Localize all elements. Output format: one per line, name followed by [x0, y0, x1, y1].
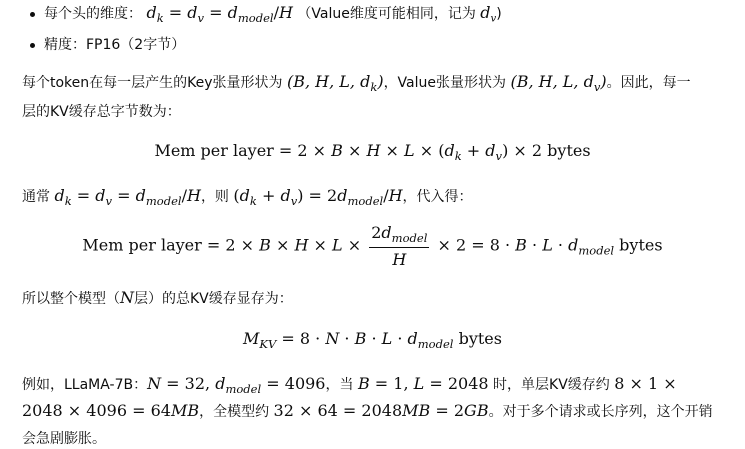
paragraph: 通常 $d_k = d_v = d_{model}/H$，则 $(d_k + d_v) = 2d_{model}/H$，代入得： [22, 186, 473, 209]
paragraph-continued: 2048 × 4096 = 64MB，全模型约 32 × 64 = 2048MB = 2GB。对于多个请求或长序列，这个开销 [22, 401, 713, 420]
paragraph-continued: 会急剧膨胀。 [22, 431, 106, 447]
equation: Mem per layer = $2 \times B \times H \times L \times (d_k + d_v) \times 2$ bytes [154, 141, 591, 164]
equation: Mem per layer = 2 × B × H × L × $\frac{2d_{model}}{H}$ × $2 = 8 \cdot B \cdot L \cdot d_{model}$ bytes [82, 223, 663, 270]
equation: $M_{KV} = 8 \cdot N \cdot B \cdot L \cdot d_{model}$ bytes [243, 329, 502, 352]
bullet-item: 每个头的维度： $d_k = d_v = d_{model}/H$ （Value维度可能相同，记为 $d_v$) [44, 3, 502, 26]
paragraph: 所以整个模型（N层）的总KV缓存显存为： [22, 288, 293, 307]
paragraph: 例如，LLaMA-7B：N = 32, $d_{model} = 4096$，当 B = 1, L = 2048 时，单层KV缓存约 8 × 1 × [22, 374, 677, 397]
bullet-dot [30, 43, 35, 48]
paragraph: 每个token在每一层产生的Key张量形状为 (B, H, L, $d_k$)，Value张量形状为 (B, H, L, $d_v$)。因此，每一 [22, 72, 691, 95]
fraction: $\frac{2d_{model}}{H}$ [371, 223, 428, 270]
paragraph-continued: 层的KV缓存总字节数为： [22, 104, 181, 120]
bullet-item: 精度：FP16（2字节） [44, 37, 186, 53]
formula: $d_k = d_v = d_{model}/H$ [146, 3, 293, 26]
bullet-dot [30, 12, 35, 17]
